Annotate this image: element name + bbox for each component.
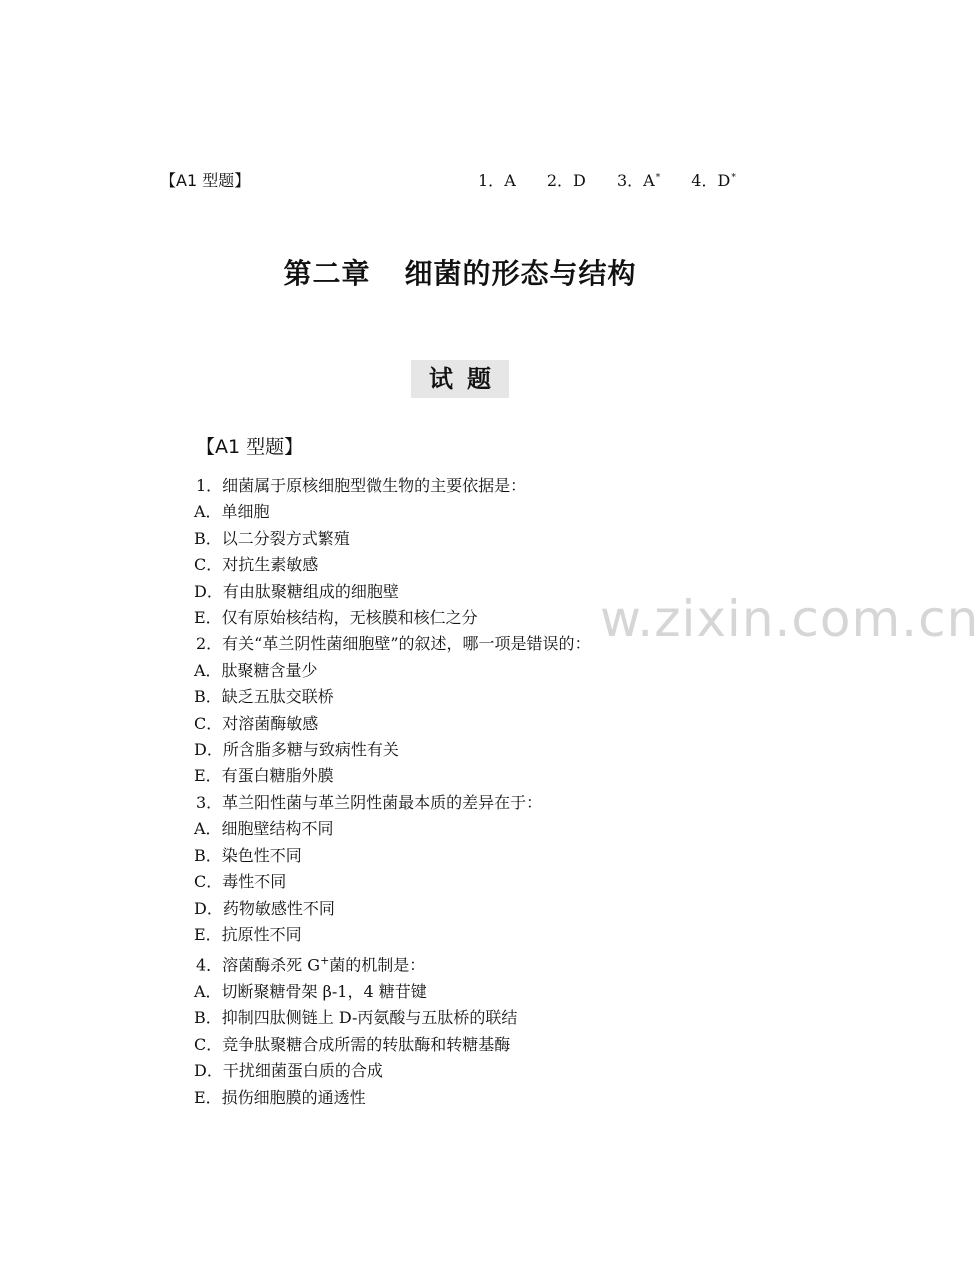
- answer-item: 4．D*: [691, 171, 736, 190]
- option: C．毒性不同: [194, 872, 287, 892]
- option: B．缺乏五肽交联桥: [194, 687, 334, 707]
- question-list: [194, 473, 814, 1111]
- option: E．抗原性不同: [194, 924, 302, 944]
- watermark: w.zixin.com.cn: [600, 590, 979, 648]
- question-4: [194, 948, 814, 1111]
- question-stem: 3．革兰阳性菌与革兰阴性菌最本质的差异在于：: [196, 792, 543, 812]
- answer-item: 2．D: [546, 171, 586, 190]
- superscript: +: [320, 954, 330, 968]
- question-3: [194, 790, 814, 948]
- option: E．有蛋白糖脂外膜: [194, 766, 334, 786]
- option: D．有由肽聚糖组成的细胞壁: [194, 581, 399, 601]
- question-stem: 2．有关“革兰阴性菌细胞壁”的叙述，哪一项是错误的：: [196, 634, 591, 654]
- option: E．仅有原始核结构，无核膜和核仁之分: [194, 608, 478, 628]
- option: C．竞争肽聚糖合成所需的转肽酶和转糖基酶: [194, 1034, 511, 1054]
- option: B．染色性不同: [194, 845, 302, 865]
- section-title: 试题: [411, 360, 509, 398]
- emphasis-text: 错误的: [526, 634, 575, 654]
- option: D．干扰细菌蛋白质的合成: [194, 1061, 383, 1081]
- option: C．对溶菌酶敏感: [194, 713, 319, 733]
- option: D．药物敏感性不同: [194, 898, 335, 918]
- chapter-number: 第二章: [283, 257, 371, 290]
- option: C．对抗生素敏感: [194, 555, 319, 575]
- option: A．切断聚糖骨架 β-1，4 糖苷键: [194, 982, 427, 1002]
- asterisk-mark: *: [655, 172, 661, 183]
- question-stem: 1．细菌属于原核细胞型微生物的主要依据是：: [196, 476, 527, 495]
- asterisk-mark: *: [731, 172, 736, 183]
- answer-item: 3．A*: [616, 171, 661, 190]
- option: E．损伤细胞膜的通透性: [194, 1087, 366, 1107]
- question-type-heading: 【A1 型题】: [196, 436, 304, 458]
- answer-item: 1．A: [478, 171, 516, 190]
- section-title-wrap: [0, 360, 920, 398]
- answer-key-row: [0, 168, 920, 194]
- answer-key-label: 【A1 型题】: [160, 171, 251, 190]
- option: A．肽聚糖含量少: [194, 660, 318, 680]
- option: A．单细胞: [194, 502, 270, 522]
- question-stem: 4．溶菌酶杀死 G+菌的机制是：: [196, 954, 426, 975]
- chapter-title: [0, 252, 920, 292]
- option: D．所含脂多糖与致病性有关: [194, 740, 399, 760]
- chapter-name: 细菌的形态与结构: [404, 257, 637, 290]
- option: A．细胞壁结构不同: [194, 819, 334, 839]
- option: B．抑制四肽侧链上 D-丙氨酸与五肽桥的联结: [194, 1008, 518, 1028]
- question-2: [194, 631, 814, 789]
- answer-key-list: [478, 168, 736, 191]
- option: B．以二分裂方式繁殖: [194, 528, 350, 548]
